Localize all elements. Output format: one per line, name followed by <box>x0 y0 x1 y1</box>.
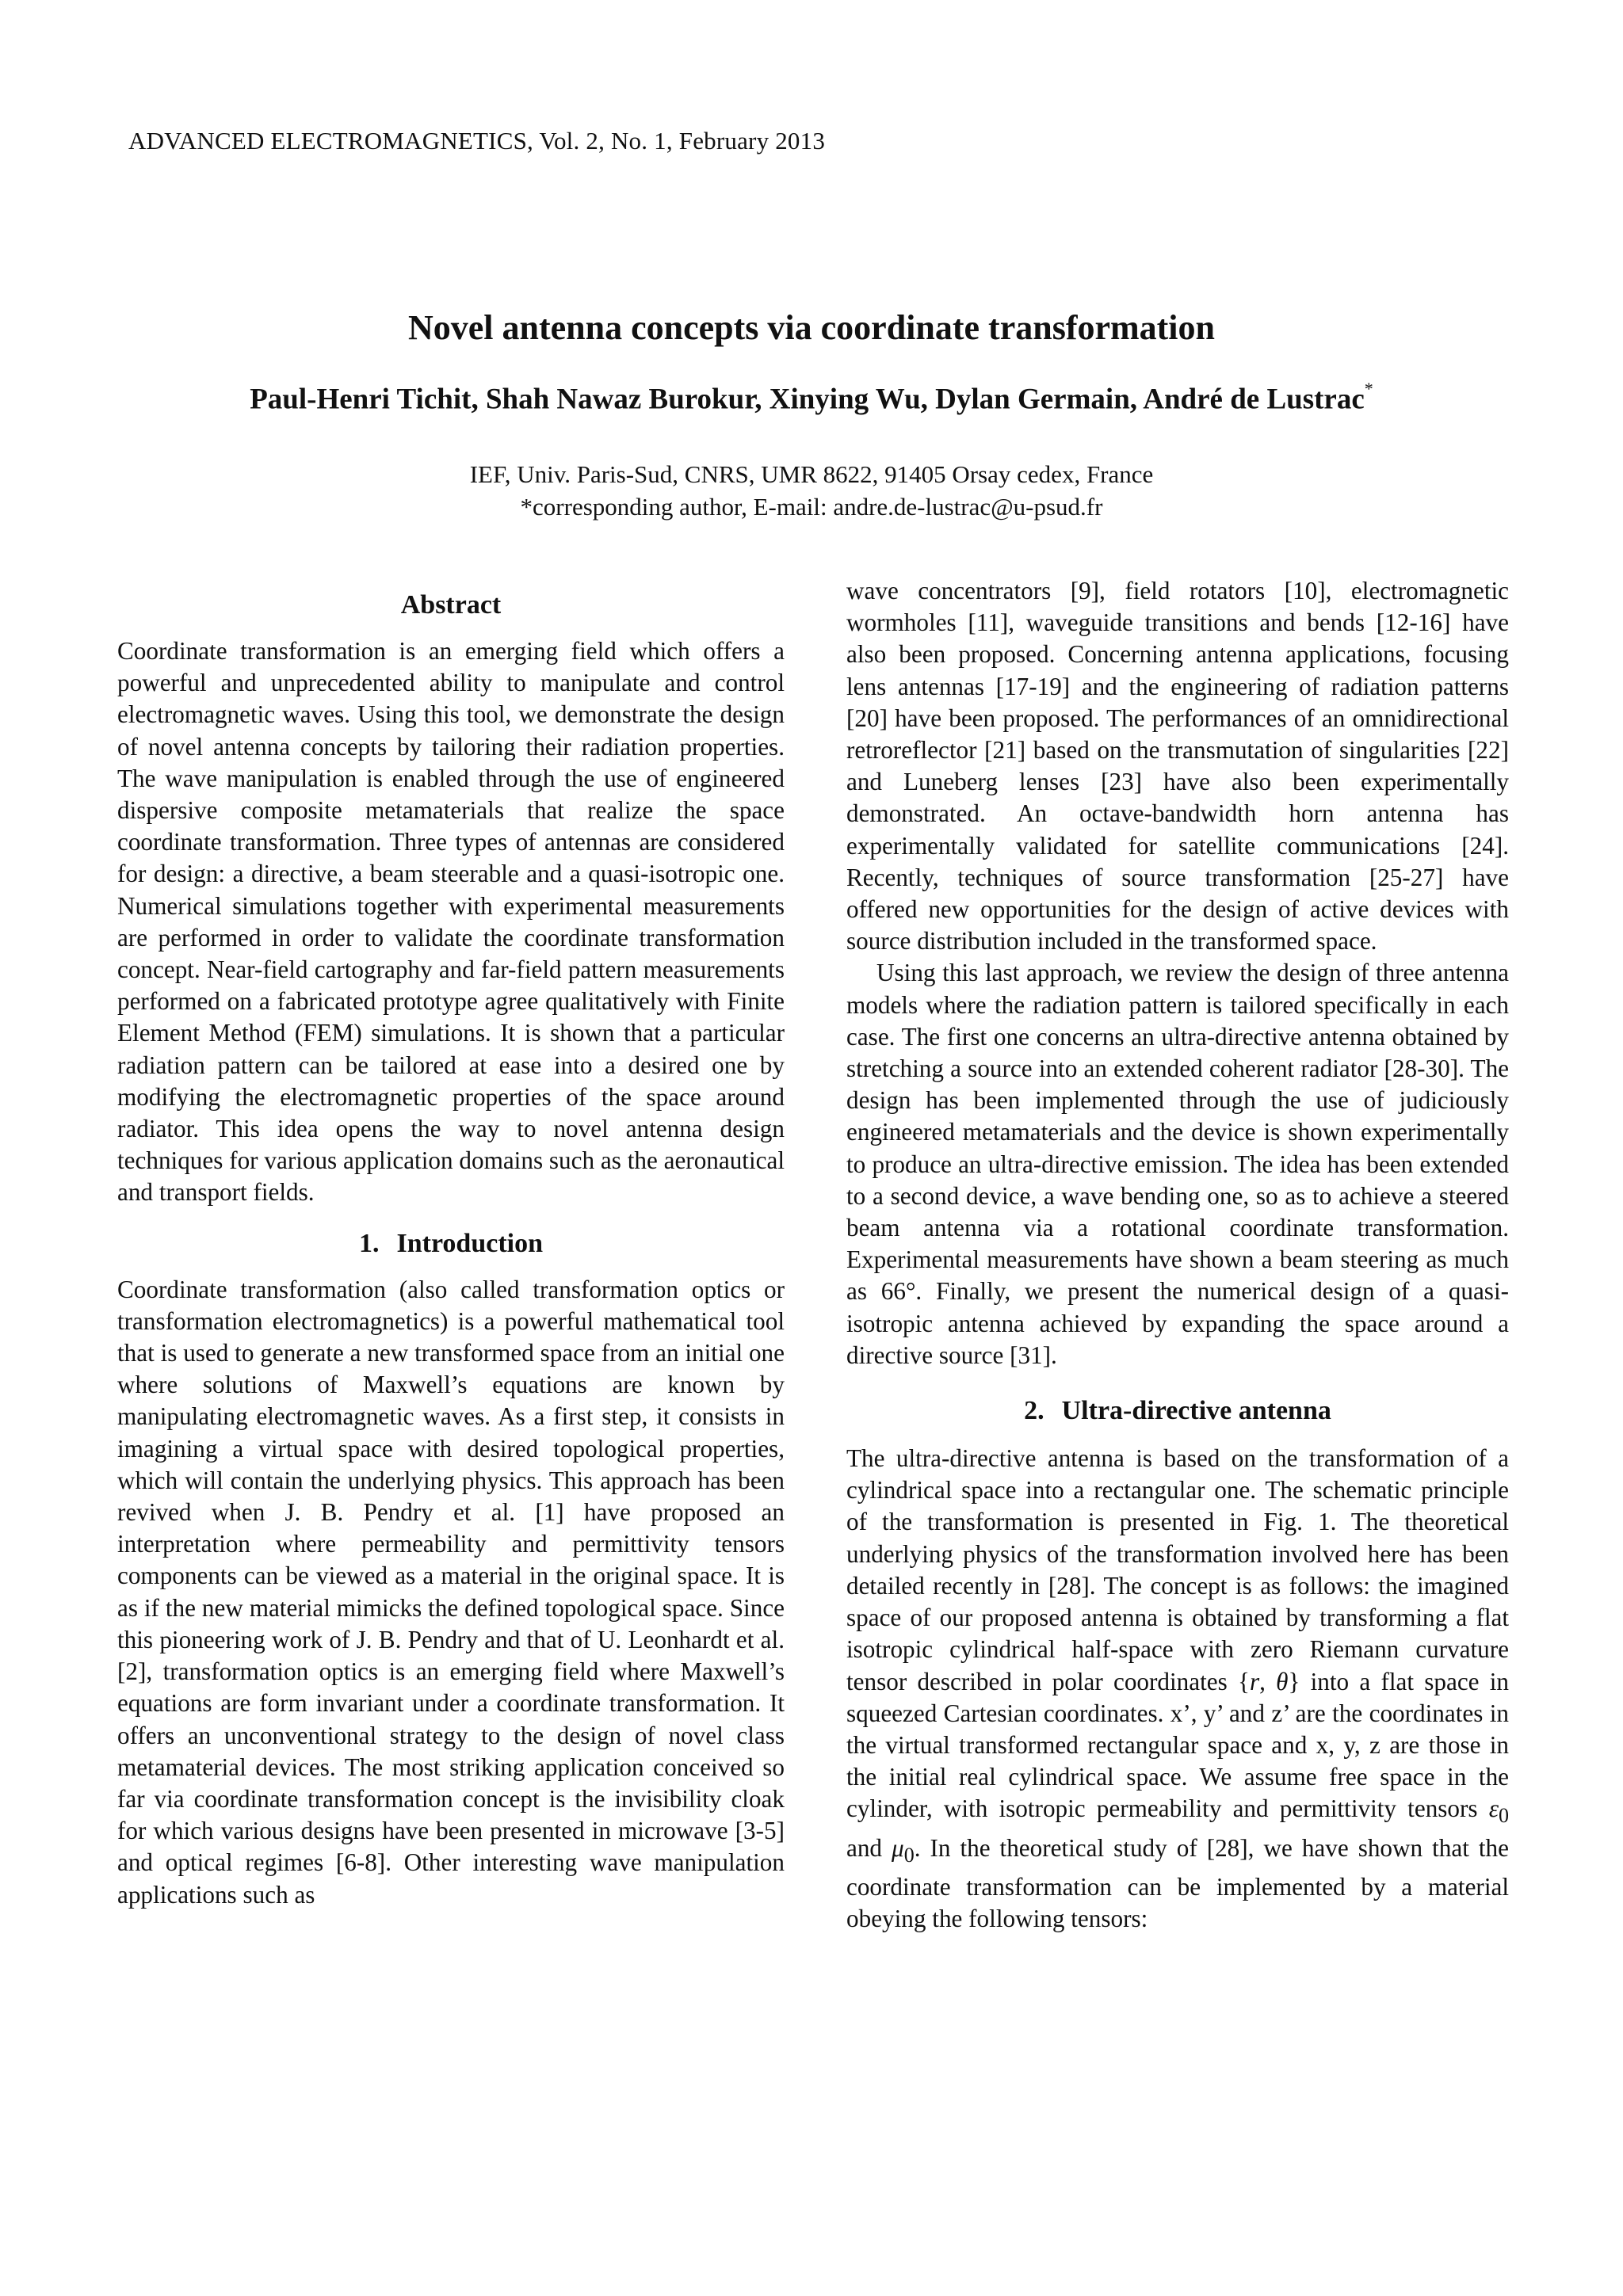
affiliation-block <box>0 458 1623 523</box>
author-list: Paul-Henri Tichit, Shah Nawaz Burokur, Xinying Wu, Dylan Germain, André de Lustrac* <box>250 379 1373 416</box>
symbol-theta: θ <box>1276 1667 1289 1695</box>
intro-paragraph-2: Using this last approach, we review the design of three antenna models where the radiation pattern is tailored specifically in each case. The first one concerns an ultra-directive antenna obtained by stretching a source into an extended coherent radiator [28-30]. The design has been implemented through the use of judiciously engineered metamaterials and the device is shown experimentally to produce an ultra-directive emission. The idea has been extended to a second device, a wave bending one, so as to achieve a steered beam antenna via a rotational coordinate transformation. Experimental measurements have shown a beam steering as much as 66°. Finally, we present the numerical design of a quasi-isotropic antenna achieved by expanding the space around a directive source [31]. <box>846 959 1509 1369</box>
intro-paragraph-1-continued: wave concentrators [9], field rotators [10], electromagnetic wormholes [11], waveguide transitions and bends [12-16] have also been proposed. Concerning antenna applications, focusing lens antennas [17-19] and the engineering of radiation patterns [20] have been proposed. The performances of an omnidirectional retroreflector [21] based on the transmutation of singularities [22] and Luneberg lenses [23] have also been experimentally demonstrated. An octave-bandwidth horn antenna has experimentally validated for satellite communications [24]. Recently, techniques of source transformation [25-27] have offered new opportunities for the design of active devices with source distribution included in the transformed space. <box>846 577 1509 955</box>
intro-paragraph-1: Coordinate transformation (also called transformation optics or transformation electromagnetics) is a powerful mathematical tool that is used to generate a new transformed space from an initial one where solutions of Maxwell’s equations are known by manipulating electromagnetic waves. As a first step, it consists in imagining a virtual space with desired topological properties, which will contain the underlying physics. This approach has been revived when J. B. Pendry et al. [1] have proposed an interpretation where permeability and permittivity tensors components can be viewed as a material in the original space. It is as if the new material mimicks the defined topological space. Since this pioneering work of J. B. Pendry and that of U. Leonhardt et al. [2], transformation optics is an emerging field where Maxwell’s equations are form invariant under a coordinate transformation. It offers an unconventional strategy to the design of novel class metamaterial devices. The most striking application conceived so far via coordinate transformation concept is the invisibility cloak for which various designs have been presented in microwave [3-5] and optical regimes [6-8]. Other interesting wave manipulation applications such as <box>117 1275 785 1909</box>
section-heading-ultra-directive: 2. Ultra-directive antenna <box>1024 1396 1331 1426</box>
symbol-r: r <box>1249 1667 1260 1695</box>
correspondence: *corresponding author, E-mail: andre.de-lustrac@u-psud.fr <box>520 493 1103 521</box>
journal-header: ADVANCED ELECTROMAGNETICS, Vol. 2, No. 1, February 2013 <box>128 127 826 154</box>
symbol-mu: μ <box>892 1833 904 1862</box>
abstract-text: Coordinate transformation is an emerging field which offers a powerful and unprecedented ability to manipulate and control electromagnetic waves. Using this tool, we demonstrate the design of novel antenna concepts by tailoring their radiation properties. The wave manipulation is enabled through the use of engineered dispersive composite metamaterials that realize the space coordinate transformation. Three types of antennas are considered for design: a directive, a beam steerable and a quasi-isotropic one. Numerical simulations together with experimental measurements are performed in order to validate the coordinate transformation concept. Near-field cartography and far-field pattern measurements performed on a fabricated prototype agree qualitatively with Finite Element Method (FEM) simulations. It is shown that a particular radiation pattern can be tailored at ease into a desired one by modifying the electromagnetic properties of the space around radiator. This idea opens the way to novel antenna design techniques for various application domains such as the aeronautical and transport fields. <box>117 637 785 1207</box>
section-heading-introduction: 1. Introduction <box>358 1228 544 1258</box>
affiliation: IEF, Univ. Paris-Sud, CNRS, UMR 8622, 91405 Orsay cedex, France <box>469 460 1154 488</box>
left-column <box>117 577 785 1911</box>
right-column <box>846 575 1509 1936</box>
section2-paragraph: The ultra-directive antenna is based on the transformation of a cylindrical space into a rectangular one. The schematic principle of the transformation is presented in Fig. 1. The theoretical underlying physics of the transformation involved here has been detailed recently in [28]. The concept is as follows: the imagined space of our proposed antenna is obtained by transforming a flat isotropic cylindrical half-space with zero Riemann curvature tensor described in polar coordinates {r, θ} into a flat space in squeezed Cartesian coordinates. x’, y’ and z’ are the coordinates in the virtual transformed rectangular space and x, y, z are those in the initial real cylindrical space. We assume free space in the cylinder, with isotropic permeability and permittivity tensors $\varepsilon_0$ and $\mu_0$. In the theoretical study of [28], we have shown that the coordinate transformation can be implemented by a material obeying the following tensors: <box>846 1444 1509 1933</box>
paper-title: Novel antenna concepts via coordinate transformation <box>407 308 1215 347</box>
corresponding-mark: * <box>1364 379 1373 399</box>
abstract-heading: Abstract <box>400 590 502 620</box>
symbol-epsilon: ε <box>1488 1794 1499 1823</box>
